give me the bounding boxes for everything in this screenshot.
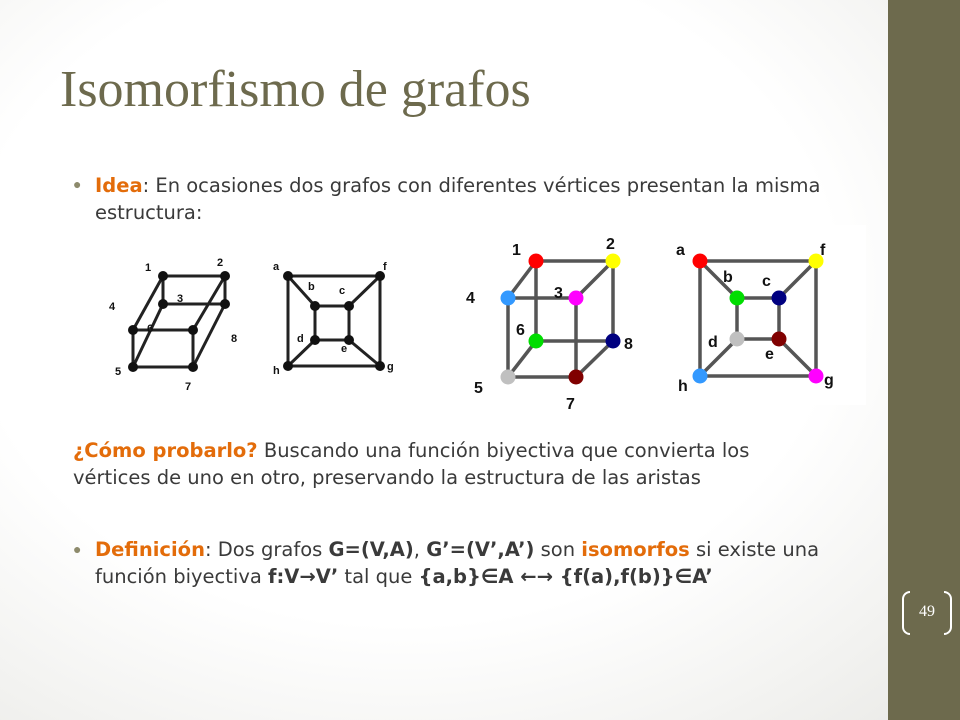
graph-node-blue [501, 291, 516, 306]
graph-node-navy [606, 334, 621, 349]
graph-node [344, 301, 354, 311]
def-function: f:V→V’ [268, 565, 339, 588]
graph-node-gray [730, 332, 745, 347]
vertex-label: 5 [115, 366, 122, 378]
vertex-label: e [765, 346, 774, 363]
graph-node-red [693, 254, 708, 269]
graph-node-magenta [569, 291, 584, 306]
idea-paragraph [95, 172, 855, 226]
graph-node [283, 271, 293, 281]
how-label: ¿Cómo probarlo? [73, 439, 258, 462]
def-label: Definición [95, 538, 205, 561]
graph-node-navy [772, 291, 787, 306]
vertex-label: a [676, 242, 685, 259]
page-number-box [902, 591, 952, 635]
page-number: 49 [919, 603, 935, 620]
def-edge-a-prime: {f(a),f(b)}∈A’ [559, 565, 713, 588]
def-graph-g: G=(V,A) [328, 538, 414, 561]
bullet-dot: ● [73, 541, 82, 557]
vertex-label: 2 [217, 257, 224, 269]
graph-node [283, 361, 293, 371]
vertex-label: 6 [516, 322, 525, 339]
def-text: si existe una función biyectiva [95, 538, 820, 588]
def-text: son [534, 538, 582, 561]
def-comma: , [413, 538, 427, 561]
vertex-label: 8 [624, 336, 633, 353]
graph-node [158, 271, 168, 281]
graph-node [220, 271, 230, 281]
vertex-label: e [341, 343, 348, 355]
graph-mono-svg [103, 242, 425, 393]
def-iff-arrow: ←→ [513, 565, 560, 588]
def-edge-a: {a,b}∈A [418, 565, 514, 588]
graph-color-svg [458, 225, 866, 413]
vertex-label: c [339, 285, 346, 297]
vertex-label: d [708, 334, 718, 351]
vertex-label: h [273, 365, 280, 377]
graph-node [188, 325, 198, 335]
vertex-label: a [273, 261, 280, 273]
graph-node-gray [501, 370, 516, 385]
graph-pair-monochrome [103, 242, 425, 393]
graph-node [310, 301, 320, 311]
bullet-dot: ● [73, 176, 82, 192]
vertex-label: 2 [606, 236, 615, 253]
graph-node [220, 299, 230, 309]
how-paragraph [73, 437, 793, 491]
vertex-label: f [820, 242, 826, 259]
graph-node [188, 362, 198, 372]
vertex-label: 7 [566, 396, 575, 413]
vertex-label: 4 [466, 290, 475, 307]
graph-node [128, 325, 138, 335]
definition-paragraph [95, 536, 855, 590]
graph-node-maroon [569, 370, 584, 385]
vertex-label: g [824, 372, 834, 389]
graph-node-green [529, 334, 544, 349]
vertex-label: 3 [177, 293, 184, 305]
graph-pair-colored [458, 225, 866, 413]
graph-node-yellow [606, 254, 621, 269]
graph-node-green [730, 291, 745, 306]
def-text: tal que [338, 565, 419, 588]
vertex-label: 1 [145, 262, 152, 274]
page-title: Isomorfismo de grafos [60, 61, 531, 118]
vertex-label: 8 [231, 333, 238, 345]
how-text: Buscando una función biyectiva que convierta los vértices de uno en otro, preservando la estructura de las aristas [73, 439, 750, 489]
vertex-label: 5 [474, 380, 483, 397]
vertex-label: 1 [512, 242, 521, 259]
graph-node [128, 362, 138, 372]
graph-node-blue [693, 369, 708, 384]
idea-text: : En ocasiones dos grafos con diferentes vértices presentan la misma estructura: [95, 174, 821, 224]
graph-node-maroon [772, 332, 787, 347]
def-isomorfos: isomorfos [581, 538, 690, 561]
def-graph-g-prime: G’=(V’,A’) [426, 538, 535, 561]
graph-node [310, 335, 320, 345]
idea-label: Idea [95, 174, 143, 197]
vertex-label: g [387, 361, 394, 373]
vertex-label: 3 [554, 285, 563, 302]
vertex-label: c [762, 273, 771, 290]
graph-node [158, 299, 168, 309]
vertex-label: d [297, 333, 304, 345]
graph-node-red [529, 254, 544, 269]
vertex-label: b [723, 269, 733, 286]
vertex-label: 7 [185, 381, 192, 393]
graph-node-magenta [809, 369, 824, 384]
graph-node [375, 361, 385, 371]
vertex-label: h [678, 378, 688, 395]
def-text: : Dos grafos [204, 538, 329, 561]
vertex-label: b [308, 281, 315, 293]
vertex-label: 6 [147, 323, 154, 335]
vertex-label: f [383, 261, 387, 273]
vertex-label: 4 [109, 301, 116, 313]
